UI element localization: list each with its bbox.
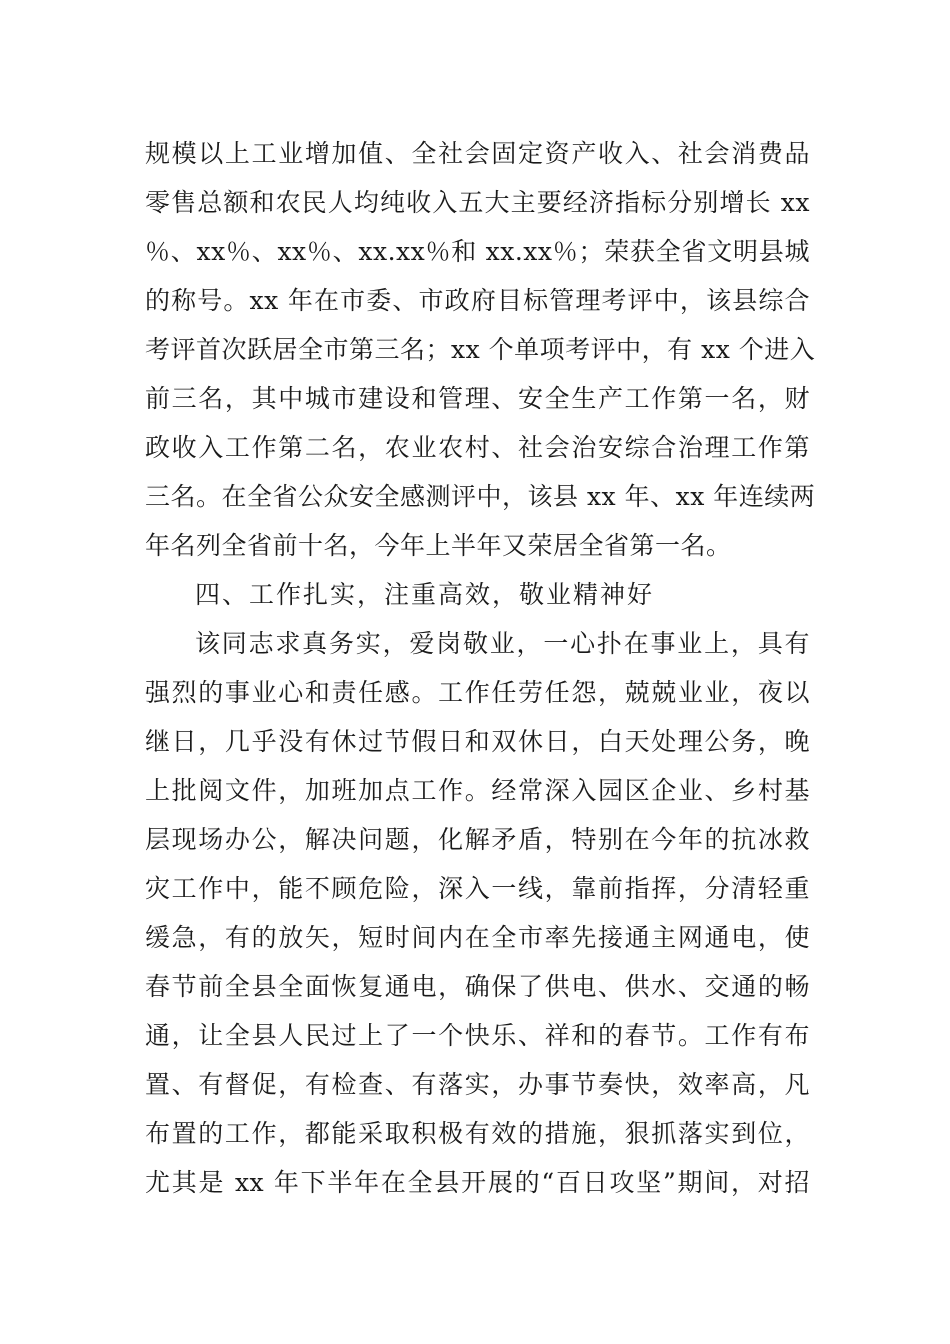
section-heading: 四、工作扎实，注重高效，敬业精神好 [195, 580, 655, 609]
paragraph-line: 零售总额和农民人均纯收入五大主要经济指标分别增长 xx [145, 188, 810, 217]
paragraph-line: 灾工作中，能不顾危险，深入一线，靠前指挥，分清轻重 [145, 874, 810, 903]
paragraph-line: 前三名，其中城市建设和管理、安全生产工作第一名，财 [145, 384, 810, 413]
paragraph-line: 规模以上工业增加值、全社会固定资产收入、社会消费品 [145, 139, 810, 168]
paragraph-line: 缓急，有的放矢，短时间内在全市率先接通主网通电，使 [145, 923, 810, 952]
paragraph-line: 三名。在全省公众安全感测评中，该县 xx 年、xx 年连续两 [145, 482, 816, 511]
paragraph-line: 的称号。xx 年在市委、市政府目标管理考评中，该县综合 [145, 286, 810, 315]
paragraph-line: 尤其是 xx 年下半年在全县开展的“百日攻坚”期间，对招 [145, 1168, 810, 1197]
paragraph-line: 继日，几乎没有休过节假日和双休日，白天处理公务，晚 [145, 727, 810, 756]
paragraph-line: 强烈的事业心和责任感。工作任劳任怨，兢兢业业，夜以 [145, 678, 810, 707]
paragraph-line: ％、xx％、xx％、xx.xx％和 xx.xx％；荣获全省文明县城 [145, 237, 810, 266]
paragraph-line: 布置的工作，都能采取积极有效的措施，狠抓落实到位， [145, 1119, 810, 1148]
paragraph-line: 通，让全县人民过上了一个快乐、祥和的春节。工作有布 [145, 1021, 810, 1050]
paragraph-line: 春节前全县全面恢复通电，确保了供电、供水、交通的畅 [145, 972, 810, 1001]
paragraph-line: 政收入工作第二名，农业农村、社会治安综合治理工作第 [145, 433, 810, 462]
paragraph-line: 该同志求真务实，爱岗敬业，一心扑在事业上，具有 [195, 629, 810, 658]
paragraph-line: 年名列全省前十名，今年上半年又荣居全省第一名。 [145, 531, 732, 560]
paragraph-line: 考评首次跃居全市第三名；xx 个单项考评中，有 xx 个进入 [145, 335, 816, 364]
paragraph-line: 上批阅文件，加班加点工作。经常深入园区企业、乡村基 [145, 776, 810, 805]
paragraph-line: 层现场办公，解决问题，化解矛盾，特别在今年的抗冰救 [145, 825, 810, 854]
paragraph-line: 置、有督促，有检查、有落实，办事节奏快，效率高，凡 [145, 1070, 810, 1099]
